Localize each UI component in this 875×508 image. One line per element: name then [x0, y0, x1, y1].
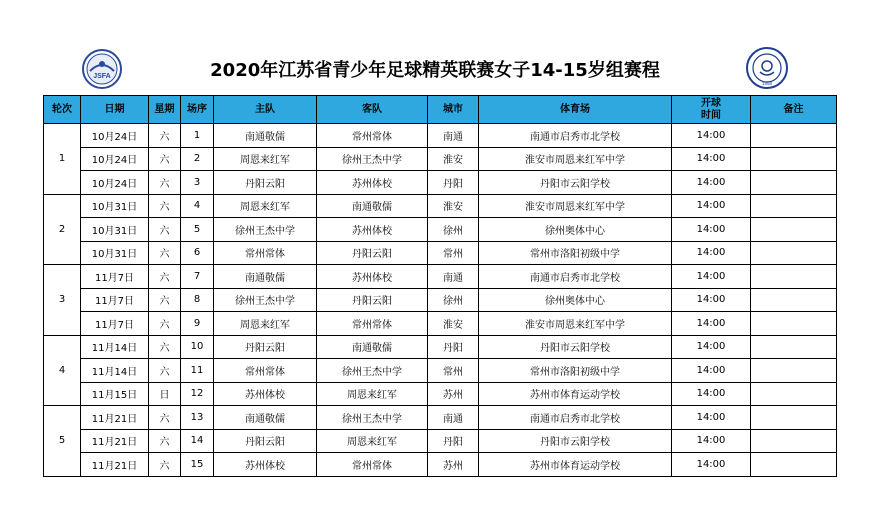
cell-date: 11月21日 [81, 406, 149, 430]
cell-city: 南通 [428, 406, 479, 430]
cell-away: 丹阳云阳 [317, 241, 428, 265]
round-cell: 1 [44, 124, 81, 195]
cell-city: 徐州 [428, 288, 479, 312]
col-header-date: 日期 [81, 96, 149, 124]
table-header-row [44, 96, 837, 124]
cell-time: 14:00 [672, 241, 751, 265]
cell-weekday: 六 [149, 265, 181, 289]
col-header-match: 场序 [181, 96, 214, 124]
cell-away: 徐州王杰中学 [317, 406, 428, 430]
table-row [44, 265, 837, 289]
cell-match: 12 [181, 382, 214, 406]
cell-city: 苏州 [428, 453, 479, 477]
cell-city: 丹阳 [428, 335, 479, 359]
col-header-notes: 备注 [751, 96, 837, 124]
association-emblem-logo [746, 47, 788, 89]
cell-away: 徐州王杰中学 [317, 359, 428, 383]
cell-weekday: 六 [149, 429, 181, 453]
cell-time: 14:00 [672, 453, 751, 477]
cell-notes [751, 453, 837, 477]
round-cell: 5 [44, 406, 81, 477]
cell-time: 14:00 [672, 288, 751, 312]
cell-away: 常州常体 [317, 453, 428, 477]
cell-notes [751, 312, 837, 336]
cell-venue: 丹阳市云阳学校 [479, 171, 672, 195]
cell-away: 丹阳云阳 [317, 288, 428, 312]
page-title: 2020年江苏省青少年足球精英联赛女子14-15岁组赛程 [210, 60, 660, 81]
cell-venue: 淮安市周恩来红军中学 [479, 194, 672, 218]
cell-venue: 徐州奥体中心 [479, 288, 672, 312]
cell-home: 周恩来红军 [214, 147, 317, 171]
cell-city: 淮安 [428, 147, 479, 171]
col-header-away: 客队 [317, 96, 428, 124]
cell-time: 14:00 [672, 171, 751, 195]
cell-time: 14:00 [672, 147, 751, 171]
cell-venue: 南通市启秀市北学校 [479, 124, 672, 148]
cell-notes [751, 241, 837, 265]
table-row [44, 429, 837, 453]
cell-away: 南通敬儒 [317, 335, 428, 359]
col-header-venue: 体育场 [479, 96, 672, 124]
cell-home: 丹阳云阳 [214, 335, 317, 359]
schedule-table [43, 95, 837, 477]
cell-match: 2 [181, 147, 214, 171]
schedule-body [44, 124, 837, 477]
table-row [44, 147, 837, 171]
table-row [44, 171, 837, 195]
cell-date: 10月31日 [81, 218, 149, 242]
jsfa-logo [82, 49, 122, 89]
cell-home: 徐州王杰中学 [214, 288, 317, 312]
cell-date: 10月24日 [81, 147, 149, 171]
cell-notes [751, 147, 837, 171]
table-row [44, 335, 837, 359]
cell-away: 苏州体校 [317, 171, 428, 195]
cell-city: 丹阳 [428, 429, 479, 453]
cell-date: 11月7日 [81, 265, 149, 289]
cell-match: 4 [181, 194, 214, 218]
cell-match: 3 [181, 171, 214, 195]
table-row [44, 288, 837, 312]
cell-home: 丹阳云阳 [214, 171, 317, 195]
cell-weekday: 六 [149, 241, 181, 265]
cell-match: 9 [181, 312, 214, 336]
cell-home: 常州常体 [214, 359, 317, 383]
cell-home: 苏州体校 [214, 453, 317, 477]
cell-match: 5 [181, 218, 214, 242]
col-header-round: 轮次 [44, 96, 81, 124]
cell-away: 南通敬儒 [317, 194, 428, 218]
cell-date: 11月14日 [81, 359, 149, 383]
cell-weekday: 六 [149, 218, 181, 242]
cell-weekday: 六 [149, 312, 181, 336]
cell-match: 11 [181, 359, 214, 383]
cell-weekday: 六 [149, 335, 181, 359]
cell-match: 7 [181, 265, 214, 289]
kickoff-time-line2: 时间 [701, 109, 721, 121]
cell-away: 周恩来红军 [317, 382, 428, 406]
cell-away: 常州常体 [317, 124, 428, 148]
col-header-weekday: 星期 [149, 96, 181, 124]
cell-date: 10月24日 [81, 124, 149, 148]
cell-away: 常州常体 [317, 312, 428, 336]
cell-match: 1 [181, 124, 214, 148]
cell-home: 南通敬儒 [214, 406, 317, 430]
table-row [44, 312, 837, 336]
cell-weekday: 六 [149, 359, 181, 383]
cell-city: 南通 [428, 124, 479, 148]
cell-home: 南通敬儒 [214, 265, 317, 289]
round-cell: 3 [44, 265, 81, 336]
cell-away: 苏州体校 [317, 265, 428, 289]
cell-date: 11月7日 [81, 288, 149, 312]
cell-match: 14 [181, 429, 214, 453]
cell-notes [751, 171, 837, 195]
cell-weekday: 六 [149, 147, 181, 171]
table-row [44, 194, 837, 218]
cell-city: 南通 [428, 265, 479, 289]
cell-away: 周恩来红军 [317, 429, 428, 453]
cell-time: 14:00 [672, 406, 751, 430]
cell-venue: 常州市洛阳初级中学 [479, 359, 672, 383]
round-cell: 4 [44, 335, 81, 406]
cell-notes [751, 124, 837, 148]
cell-time: 14:00 [672, 359, 751, 383]
col-header-kickoff-time [672, 96, 751, 124]
col-header-city: 城市 [428, 96, 479, 124]
table-row [44, 406, 837, 430]
cell-weekday: 六 [149, 124, 181, 148]
cell-date: 10月31日 [81, 241, 149, 265]
cell-match: 13 [181, 406, 214, 430]
cell-venue: 南通市启秀市北学校 [479, 265, 672, 289]
cell-home: 常州常体 [214, 241, 317, 265]
cell-date: 10月24日 [81, 171, 149, 195]
cell-weekday: 日 [149, 382, 181, 406]
cell-notes [751, 406, 837, 430]
cell-time: 14:00 [672, 312, 751, 336]
cell-city: 淮安 [428, 194, 479, 218]
cell-notes [751, 288, 837, 312]
cell-match: 10 [181, 335, 214, 359]
cell-home: 徐州王杰中学 [214, 218, 317, 242]
cell-city: 淮安 [428, 312, 479, 336]
cell-weekday: 六 [149, 288, 181, 312]
cell-weekday: 六 [149, 194, 181, 218]
cell-home: 周恩来红军 [214, 194, 317, 218]
cell-venue: 淮安市周恩来红军中学 [479, 312, 672, 336]
cell-time: 14:00 [672, 382, 751, 406]
cell-venue: 丹阳市云阳学校 [479, 429, 672, 453]
round-cell: 2 [44, 194, 81, 265]
cell-time: 14:00 [672, 194, 751, 218]
cell-city: 常州 [428, 359, 479, 383]
cell-date: 11月21日 [81, 453, 149, 477]
cell-time: 14:00 [672, 335, 751, 359]
cell-date: 10月31日 [81, 194, 149, 218]
cell-match: 6 [181, 241, 214, 265]
cell-home: 周恩来红军 [214, 312, 317, 336]
cell-home: 南通敬儒 [214, 124, 317, 148]
cell-time: 14:00 [672, 265, 751, 289]
cell-time: 14:00 [672, 124, 751, 148]
table-row [44, 124, 837, 148]
table-row [44, 218, 837, 242]
cell-date: 11月14日 [81, 335, 149, 359]
cell-notes [751, 359, 837, 383]
cell-city: 苏州 [428, 382, 479, 406]
table-row [44, 453, 837, 477]
svg-text:JSFA: JSFA [93, 73, 111, 80]
cell-notes [751, 335, 837, 359]
cell-notes [751, 265, 837, 289]
cell-venue: 南通市启秀市北学校 [479, 406, 672, 430]
cell-venue: 苏州市体育运动学校 [479, 453, 672, 477]
cell-weekday: 六 [149, 406, 181, 430]
cell-date: 11月21日 [81, 429, 149, 453]
kickoff-time-line1: 开球 [701, 97, 721, 109]
cell-weekday: 六 [149, 453, 181, 477]
cell-venue: 徐州奥体中心 [479, 218, 672, 242]
col-header-home: 主队 [214, 96, 317, 124]
cell-venue: 丹阳市云阳学校 [479, 335, 672, 359]
cell-home: 丹阳云阳 [214, 429, 317, 453]
cell-date: 11月7日 [81, 312, 149, 336]
cell-time: 14:00 [672, 429, 751, 453]
cell-away: 苏州体校 [317, 218, 428, 242]
cell-venue: 苏州市体育运动学校 [479, 382, 672, 406]
table-row [44, 359, 837, 383]
cell-notes [751, 218, 837, 242]
svg-text:1958: 1958 [761, 81, 773, 86]
cell-notes [751, 382, 837, 406]
cell-venue: 常州市洛阳初级中学 [479, 241, 672, 265]
cell-time: 14:00 [672, 218, 751, 242]
cell-city: 丹阳 [428, 171, 479, 195]
cell-weekday: 六 [149, 171, 181, 195]
cell-home: 苏州体校 [214, 382, 317, 406]
cell-match: 8 [181, 288, 214, 312]
cell-match: 15 [181, 453, 214, 477]
table-row [44, 241, 837, 265]
cell-date: 11月15日 [81, 382, 149, 406]
cell-city: 徐州 [428, 218, 479, 242]
cell-notes [751, 194, 837, 218]
cell-away: 徐州王杰中学 [317, 147, 428, 171]
cell-notes [751, 429, 837, 453]
cell-city: 常州 [428, 241, 479, 265]
table-row [44, 382, 837, 406]
cell-venue: 淮安市周恩来红军中学 [479, 147, 672, 171]
